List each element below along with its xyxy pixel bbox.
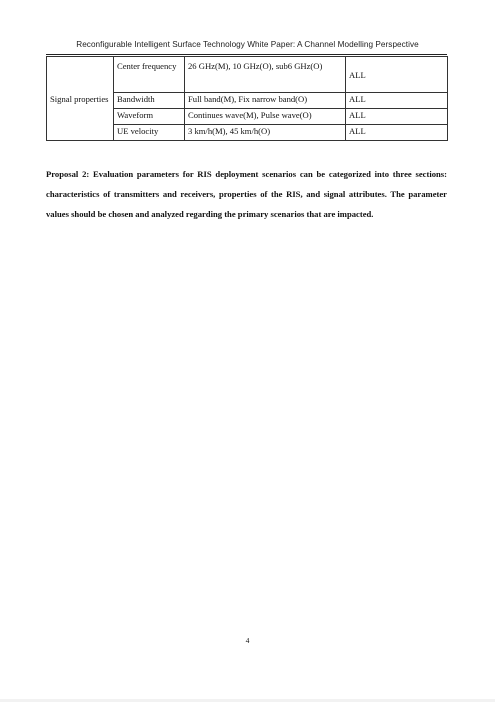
scenario-cell: ALL	[346, 125, 448, 141]
proposal-paragraph: Proposal 2: Evaluation parameters for RIS deployment scenarios can be categorized into three sections: characteristics of transmitters and receivers, properties of the RIS, and signal attributes. The parameter values should be chosen and analyzed regarding the primary scenarios that are impacted.	[46, 168, 447, 219]
parameter-cell: Waveform	[114, 109, 185, 125]
evaluation-parameters-table	[46, 56, 448, 141]
values-cell: Full band(M), Fix narrow band(O)	[185, 93, 346, 109]
values-cell: 26 GHz(M), 10 GHz(O), sub6 GHz(O)	[185, 57, 346, 93]
parameter-cell: Bandwidth	[114, 93, 185, 109]
scenario-cell: ALL	[346, 57, 448, 93]
parameter-cell: UE velocity	[114, 125, 185, 141]
row-group-label: Signal properties	[47, 57, 114, 141]
scenario-cell: ALL	[346, 109, 448, 125]
values-cell: 3 km/h(M), 45 km/h(O)	[185, 125, 346, 141]
parameter-cell: Center frequency	[114, 57, 185, 93]
running-header: Reconfigurable Intelligent Surface Technology White Paper: A Channel Modelling Perspective	[76, 40, 419, 49]
header-divider	[46, 54, 447, 55]
scenario-cell: ALL	[346, 93, 448, 109]
table-row	[47, 57, 448, 93]
page-number: 4	[245, 636, 250, 645]
values-cell: Continues wave(M), Pulse wave(O)	[185, 109, 346, 125]
